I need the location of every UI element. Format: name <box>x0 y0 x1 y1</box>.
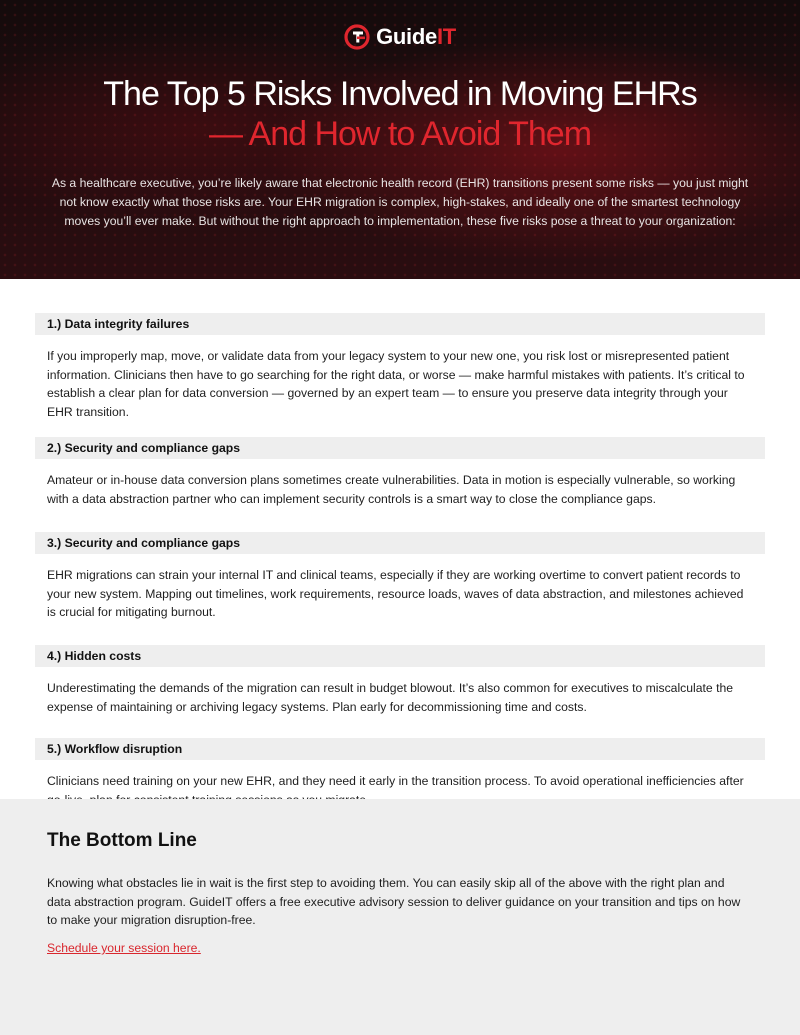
risk-list <box>35 313 765 809</box>
bottom-line-title: The Bottom Line <box>47 830 197 851</box>
risk-heading: 5.) Workflow disruption <box>35 738 765 760</box>
risk-description: Clinicians need training on your new EHR, and they need it early in the transition process. To avoid operational inefficiencies after <box>47 774 744 788</box>
risk-item <box>35 532 765 637</box>
bottom-line-paragraph: Knowing what obstacles lie in wait is the first step to avoiding them. You can easily skip all of the above with the right plan and data abstraction program. GuideIT offers a free executive advisory session to deliver guidance on your transition and tips on how to make your migration disruption-free. <box>47 876 741 927</box>
risk-description: EHR migrations can strain your internal IT and clinical teams, especially if they are working overtime to convert patient records to your new system. Mapping out timelines, work requirements, resource loads, waves of data abstraction, and milestones achieved is crucial for mitigating burnout. <box>47 568 744 619</box>
schedule-session-link[interactable]: Schedule your session here. <box>47 941 201 955</box>
page-title: The Top 5 Risks Involved in Moving EHRs <box>103 75 697 113</box>
risk-heading: 1.) Data integrity failures <box>35 313 765 335</box>
risk-heading: 4.) Hidden costs <box>35 645 765 667</box>
guideit-logo <box>0 24 800 50</box>
risk-description: Underestimating the demands of the migration can result in budget blowout. It’s also common for executives to miscalculate the expense of maintaining or archiving legacy systems. Plan early for decommissioning time and costs. <box>47 681 734 714</box>
logo-text: GuideIT <box>376 24 456 49</box>
risk-heading: 3.) Security and compliance gaps <box>35 532 765 554</box>
risk-item <box>35 645 765 730</box>
risk-description: Amateur or in-house data conversion plans sometimes create vulnerabilities. Data in motion is especially vulnerable, so working with a data abstraction partner who can implement security controls is a smart way to close the compliance gaps. <box>47 473 736 506</box>
risk-heading: 2.) Security and compliance gaps <box>35 437 765 459</box>
bottom-line-section <box>0 799 800 1035</box>
risk-description: If you improperly map, move, or validate data from your legacy system to your new one, you risk lost or misrepresented patient information. Clinicians then have to go searching for the right data, or worse — make harmful mistakes with patients. It’s critical to establish a clear plan for data conversion — governed by an expert team — to ensure you preserve data integrity through your EHR transition. <box>47 349 745 419</box>
page-subtitle: — And How to Avoid Them <box>208 115 592 153</box>
guideit-logo-mark-icon <box>344 24 370 50</box>
risk-item <box>35 313 765 429</box>
hero-banner <box>0 0 800 279</box>
intro-paragraph: As a healthcare executive, you’re likely aware that electronic health record (EHR) transitions present some risks — you just might not know exactly what those risks are. Your EHR migration is complex, high-stakes, and ideally one of the smartest technology moves you’ll ever make. But without the right approach to implementation, these five risks pose a threat to your organization: <box>51 176 749 228</box>
risk-item <box>35 437 765 524</box>
